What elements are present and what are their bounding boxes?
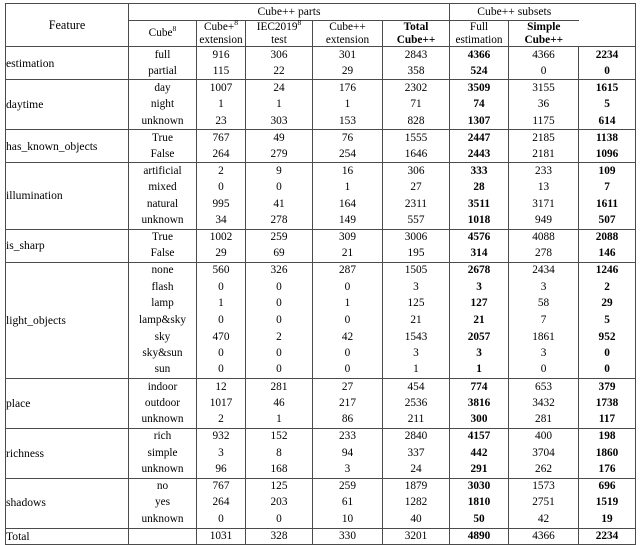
table-cell-value: 0	[579, 63, 636, 80]
table-cell-value: 203	[246, 495, 313, 512]
table-cell-value: 1002	[197, 229, 246, 246]
header-col-cubeplus8-extension	[197, 18, 246, 47]
header-group-row	[6, 4, 636, 21]
table-cell-value: 10	[313, 511, 383, 528]
table-cell-value: 358	[383, 63, 450, 80]
subcategory-label: unknown	[141, 463, 184, 476]
table-cell-value: 1860	[579, 445, 636, 462]
table-cell-value: 115	[197, 63, 246, 80]
table-cell-value: 0	[579, 345, 636, 362]
table-cell-value: 5	[579, 97, 636, 114]
table-cell-value: 58	[509, 296, 579, 313]
table-cell-value: 21	[450, 312, 509, 329]
table-cell-value: 3432	[509, 395, 579, 412]
table-cell-value: 828	[383, 113, 450, 130]
table-cell-value: 1007	[197, 80, 246, 97]
subcategory-label: lamp&sky	[138, 313, 187, 326]
table-cell-value: 176	[579, 462, 636, 479]
table-cell-value: 0	[197, 312, 246, 329]
table-cell-value: 0	[197, 279, 246, 296]
table-cell-value: 86	[313, 412, 383, 429]
table-cell-value: 262	[509, 462, 579, 479]
table-cell-value: 3	[509, 279, 579, 296]
table-cell-value: 24	[246, 80, 313, 97]
table-cell-value: 1282	[383, 495, 450, 512]
table-cell-value: 94	[313, 445, 383, 462]
header-col-total-text: Total	[403, 21, 429, 33]
table-cell-value: 5	[579, 312, 636, 329]
subcategory-label: False	[150, 147, 175, 160]
table-cell-value: 21	[383, 312, 450, 329]
header-col-full-text: Full	[469, 21, 489, 33]
table-cell-value: 69	[246, 246, 313, 263]
table-cell-value: 4088	[509, 229, 579, 246]
feature-label: place	[6, 379, 129, 429]
feature-label: estimation	[6, 47, 129, 80]
table-cell-value: 774	[450, 379, 509, 396]
table-cell-value: 995	[197, 196, 246, 213]
table-cell-value: 1138	[579, 130, 636, 147]
table-cell-value: 117	[579, 412, 636, 429]
subcategory-label: True	[129, 130, 197, 147]
table-cell-value: 2	[197, 412, 246, 429]
subcategory-label: False	[150, 247, 175, 260]
table-cell-value: 2843	[383, 47, 450, 64]
table-cell-value: 3704	[509, 445, 579, 462]
header-col-simple-text: Simple	[527, 21, 561, 33]
subcategory-label: unknown	[141, 512, 184, 525]
subcategory-label: flash	[151, 280, 174, 293]
table-cell-value: 21	[313, 246, 383, 263]
table-cell-value: 291	[450, 462, 509, 479]
header-group-cube-parts: Cube++ parts	[129, 4, 450, 21]
table-cell-value: 524	[450, 63, 509, 80]
table-cell-value: 306	[383, 163, 450, 180]
subcategory-label: simple	[147, 446, 178, 459]
table-cell-value: 2443	[450, 146, 509, 163]
table-cell-value: 3816	[450, 395, 509, 412]
table-cell-value: 314	[450, 246, 509, 263]
table-cell-value: 3171	[509, 196, 579, 213]
header-col-cubepp-text: Cube++	[329, 21, 366, 33]
table-row	[6, 130, 636, 147]
table-cell-value: 1	[246, 97, 313, 114]
table-cell-value: 2	[579, 279, 636, 296]
table-cell-value: 1543	[383, 329, 450, 346]
table-cell-value: 146	[579, 246, 636, 263]
header-col-cubeplus8-line2: extension	[199, 33, 243, 46]
table-cell-value: 309	[313, 229, 383, 246]
table-cell-value: 0	[197, 511, 246, 528]
table-cell-value: 306	[246, 47, 313, 64]
table-cell-value: 195	[383, 246, 450, 263]
table-cell-value: 1810	[450, 495, 509, 512]
feature-label: shadows	[6, 478, 129, 528]
table-cell-value: 0	[246, 362, 313, 379]
table-cell-value: 34	[197, 213, 246, 230]
feature-label: illumination	[6, 163, 129, 229]
table-cell-value: 4366	[509, 47, 579, 64]
table-cell-value: 1018	[450, 213, 509, 230]
table-cell-value: 281	[509, 412, 579, 429]
table-cell-value: 949	[509, 213, 579, 230]
table-cell-value: 29	[313, 63, 383, 80]
table-cell-value: 1	[197, 296, 246, 313]
feature-label: daytime	[6, 80, 129, 130]
subcategory-label: day	[129, 80, 197, 97]
table-cell-value: 96	[197, 462, 246, 479]
subcategory-label: unknown	[141, 413, 184, 426]
header-col-total-line2: Cube++	[396, 33, 436, 46]
table-cell-value: 4366	[450, 47, 509, 64]
table-cell-value: 1611	[579, 196, 636, 213]
table-cell-value: 300	[450, 412, 509, 429]
table-cell-value: 27	[383, 180, 450, 197]
table-cell-value: 0	[313, 362, 383, 379]
header-col-cubeplus8-sup: 8	[234, 18, 238, 28]
table-cell-value: 330	[313, 528, 383, 545]
subcategory-label: no	[129, 478, 197, 495]
table-cell-value: 1738	[579, 395, 636, 412]
table-cell-value: 2302	[383, 80, 450, 97]
table-cell-value: 176	[313, 80, 383, 97]
table-cell-value: 198	[579, 428, 636, 445]
feature-label: light_objects	[6, 263, 129, 379]
table-cell-value: 0	[579, 362, 636, 379]
table-cell-value: 4366	[509, 528, 579, 545]
table-cell-value: 1307	[450, 113, 509, 130]
table-cell-value: 8	[246, 445, 313, 462]
table-cell-value: 1	[383, 362, 450, 379]
table-cell-value: 1	[197, 97, 246, 114]
table-cell-value: 507	[579, 213, 636, 230]
table-row	[6, 263, 636, 280]
table-cell-value: 333	[450, 163, 509, 180]
table-cell-value: 3	[383, 279, 450, 296]
table-cell-value: 0	[246, 296, 313, 313]
table-cell-value: 125	[383, 296, 450, 313]
table-cell-value: 696	[579, 478, 636, 495]
table-cell-value: 71	[383, 97, 450, 114]
subcategory-label: mixed	[148, 181, 177, 194]
table-cell-value: 127	[450, 296, 509, 313]
table-cell-value: 29	[197, 246, 246, 263]
table-cell-value: 0	[246, 345, 313, 362]
table-cell-value: 36	[509, 97, 579, 114]
table-cell-value: 2536	[383, 395, 450, 412]
subcategory-label: indoor	[129, 379, 197, 396]
table-cell-value: 233	[509, 163, 579, 180]
table-cell-value: 557	[383, 213, 450, 230]
table-row	[6, 80, 636, 97]
table-cell-value: 2185	[509, 130, 579, 147]
table-cell-value: 2088	[579, 229, 636, 246]
header-col-full-line2: estimation	[455, 33, 503, 46]
table-cell-value: 41	[246, 196, 313, 213]
table-cell-value: 0	[197, 345, 246, 362]
table-cell-value: 259	[246, 229, 313, 246]
table-cell-value: 278	[246, 213, 313, 230]
table-cell-value: 1879	[383, 478, 450, 495]
table-cell-value: 264	[197, 495, 246, 512]
total-subcategory	[129, 528, 197, 545]
subcategory-label: partial	[148, 64, 177, 77]
header-col-cube8-sup: 8	[172, 24, 177, 34]
table-cell-value: 22	[246, 63, 313, 80]
table-cell-value: 3	[197, 445, 246, 462]
table-cell-value: 1	[313, 97, 383, 114]
table-cell-value: 0	[246, 279, 313, 296]
table-cell-value: 28	[450, 180, 509, 197]
table-row	[6, 379, 636, 396]
table-cell-value: 1	[313, 296, 383, 313]
table-cell-value: 1017	[197, 395, 246, 412]
table-cell-value: 2447	[450, 130, 509, 147]
table-cell-value: 233	[313, 428, 383, 445]
header-col-iec2019-test	[246, 18, 313, 47]
table-row	[6, 428, 636, 445]
table-cell-value: 454	[383, 379, 450, 396]
subcategory-label: natural	[146, 197, 179, 210]
header-feature: Feature	[6, 4, 129, 47]
header-col-total-cubepp	[383, 21, 450, 47]
header-col-iec2019-text: IEC2019	[256, 21, 298, 33]
table-cell-value: 109	[579, 163, 636, 180]
table-cell-value: 3201	[383, 528, 450, 545]
subcategory-label: sky	[154, 330, 171, 343]
table-cell-value: 301	[313, 47, 383, 64]
table-cell-value: 12	[197, 379, 246, 396]
subcategory-label: none	[129, 263, 197, 280]
table-cell-value: 337	[383, 445, 450, 462]
header-col-simple-cubepp	[509, 21, 579, 47]
table-cell-value: 152	[246, 428, 313, 445]
table-cell-value: 281	[246, 379, 313, 396]
subcategory-label: sky&sun	[142, 347, 183, 360]
table-cell-value: 0	[509, 362, 579, 379]
table-cell-value: 168	[246, 462, 313, 479]
table-cell-value: 0	[197, 362, 246, 379]
table-cell-value: 61	[313, 495, 383, 512]
table-cell-value: 2434	[509, 263, 579, 280]
table-cell-value: 1615	[579, 80, 636, 97]
table-cell-value: 2	[246, 329, 313, 346]
subcategory-label: outdoor	[144, 396, 181, 409]
table-cell-value: 50	[450, 511, 509, 528]
table-cell-value: 287	[313, 263, 383, 280]
table-cell-value: 767	[197, 478, 246, 495]
table-body	[6, 47, 636, 545]
header-col-iec2019-line2: test	[271, 33, 287, 46]
table-cell-value: 4890	[450, 528, 509, 545]
table-cell-value: 278	[509, 246, 579, 263]
table-cell-value: 303	[246, 113, 313, 130]
table-cell-value: 4576	[450, 229, 509, 246]
table-cell-value: 0	[313, 345, 383, 362]
table-cell-value: 1031	[197, 528, 246, 545]
table-cell-value: 1519	[579, 495, 636, 512]
table-cell-value: 0	[313, 312, 383, 329]
statistics-table	[5, 3, 636, 545]
table-cell-value: 164	[313, 196, 383, 213]
header-col-cubepp-extension	[313, 21, 383, 47]
table-cell-value: 1646	[383, 146, 450, 163]
table-cell-value: 2234	[579, 528, 636, 545]
subcategory-label: yes	[154, 496, 171, 509]
header-col-cubepp-line2: extension	[325, 33, 370, 46]
subcategory-label: lamp	[151, 297, 174, 310]
table-row	[6, 229, 636, 246]
table-cell-value: 1	[313, 180, 383, 197]
table-cell-value: 74	[450, 97, 509, 114]
table-cell-value: 0	[246, 180, 313, 197]
table-cell-value: 42	[313, 329, 383, 346]
table-cell-value: 1175	[509, 113, 579, 130]
table-cell-value: 2	[197, 163, 246, 180]
table-cell-value: 653	[509, 379, 579, 396]
table-cell-value: 254	[313, 146, 383, 163]
table-cell-value: 76	[313, 130, 383, 147]
table-cell-value: 13	[509, 180, 579, 197]
table-cell-value: 46	[246, 395, 313, 412]
table-row	[6, 478, 636, 495]
table-cell-value: 0	[509, 63, 579, 80]
feature-label: has_known_objects	[6, 130, 129, 163]
table-cell-value: 49	[246, 130, 313, 147]
table-cell-value: 3030	[450, 478, 509, 495]
header-col-simple-line2: Cube++	[524, 33, 564, 46]
header-col-cube8-text: Cube	[148, 27, 173, 40]
table-cell-value: 149	[313, 213, 383, 230]
header-col-full-estimation	[450, 21, 509, 47]
table-cell-value: 767	[197, 130, 246, 147]
table-cell-value: 932	[197, 428, 246, 445]
table-cell-value: 1	[246, 412, 313, 429]
table-cell-value: 952	[579, 329, 636, 346]
table-header	[6, 4, 636, 47]
table-cell-value: 1505	[383, 263, 450, 280]
table-cell-value: 217	[313, 395, 383, 412]
table-cell-value: 40	[383, 511, 450, 528]
table-cell-value: 19	[579, 511, 636, 528]
table-cell-value: 2751	[509, 495, 579, 512]
table-cell-value: 3155	[509, 80, 579, 97]
table-cell-value: 2057	[450, 329, 509, 346]
table-cell-value: 3006	[383, 229, 450, 246]
subcategory-label: rich	[129, 428, 197, 445]
table-cell-value: 0	[246, 312, 313, 329]
table-cell-value: 1861	[509, 329, 579, 346]
subcategory-label: night	[150, 98, 175, 111]
table-cell-value: 1096	[579, 146, 636, 163]
table-cell-value: 7	[509, 312, 579, 329]
table-container	[5, 3, 633, 545]
table-cell-value: 29	[579, 296, 636, 313]
table-row	[6, 47, 636, 64]
feature-label: richness	[6, 428, 129, 478]
table-cell-value: 916	[197, 47, 246, 64]
header-col-cubeplus8-text: Cube+	[203, 21, 235, 33]
table-cell-value: 400	[509, 428, 579, 445]
table-cell-value: 0	[197, 180, 246, 197]
header-col-iec2019-sup: 8	[297, 18, 302, 28]
total-label: Total	[6, 528, 129, 545]
table-cell-value: 4157	[450, 428, 509, 445]
table-cell-value: 153	[313, 113, 383, 130]
table-cell-value: 7	[579, 180, 636, 197]
table-cell-value: 2840	[383, 428, 450, 445]
table-cell-value: 27	[313, 379, 383, 396]
table-cell-value: 560	[197, 263, 246, 280]
table-cell-value: 125	[246, 478, 313, 495]
table-cell-value: 23	[197, 113, 246, 130]
table-cell-value: 1	[450, 362, 509, 379]
table-cell-value: 3509	[450, 80, 509, 97]
table-cell-value: 42	[509, 511, 579, 528]
feature-label: is_sharp	[6, 229, 129, 262]
table-cell-value: 442	[450, 445, 509, 462]
table-cell-value: 24	[383, 462, 450, 479]
subcategory-label: unknown	[141, 214, 184, 227]
table-cell-value: 3	[509, 345, 579, 362]
table-cell-value: 279	[246, 146, 313, 163]
table-cell-value: 3511	[450, 196, 509, 213]
table-cell-value: 328	[246, 528, 313, 545]
table-cell-value: 1555	[383, 130, 450, 147]
subcategory-label: unknown	[141, 114, 184, 127]
table-cell-value: 2234	[579, 47, 636, 64]
table-cell-value: 1246	[579, 263, 636, 280]
header-col-cube8	[129, 21, 197, 47]
table-cell-value: 264	[197, 146, 246, 163]
subcategory-label: artificial	[129, 163, 197, 180]
table-row-total	[6, 528, 636, 545]
table-cell-value: 2181	[509, 146, 579, 163]
table-cell-value: 0	[313, 279, 383, 296]
table-cell-value: 2311	[383, 196, 450, 213]
table-cell-value: 3	[450, 345, 509, 362]
table-cell-value: 3	[450, 279, 509, 296]
table-cell-value: 3	[313, 462, 383, 479]
table-cell-value: 16	[313, 163, 383, 180]
subcategory-label: True	[129, 229, 197, 246]
table-cell-value: 379	[579, 379, 636, 396]
table-cell-value: 470	[197, 329, 246, 346]
table-cell-value: 211	[383, 412, 450, 429]
table-cell-value: 9	[246, 163, 313, 180]
subcategory-label: full	[129, 47, 197, 64]
table-cell-value: 1573	[509, 478, 579, 495]
table-cell-value: 2678	[450, 263, 509, 280]
table-cell-value: 614	[579, 113, 636, 130]
table-cell-value: 0	[246, 511, 313, 528]
subcategory-label: sun	[154, 363, 171, 376]
table-cell-value: 3	[383, 345, 450, 362]
table-row	[6, 163, 636, 180]
table-cell-value: 259	[313, 478, 383, 495]
header-group-cube-subsets: Cube++ subsets	[450, 4, 579, 21]
table-cell-value: 326	[246, 263, 313, 280]
